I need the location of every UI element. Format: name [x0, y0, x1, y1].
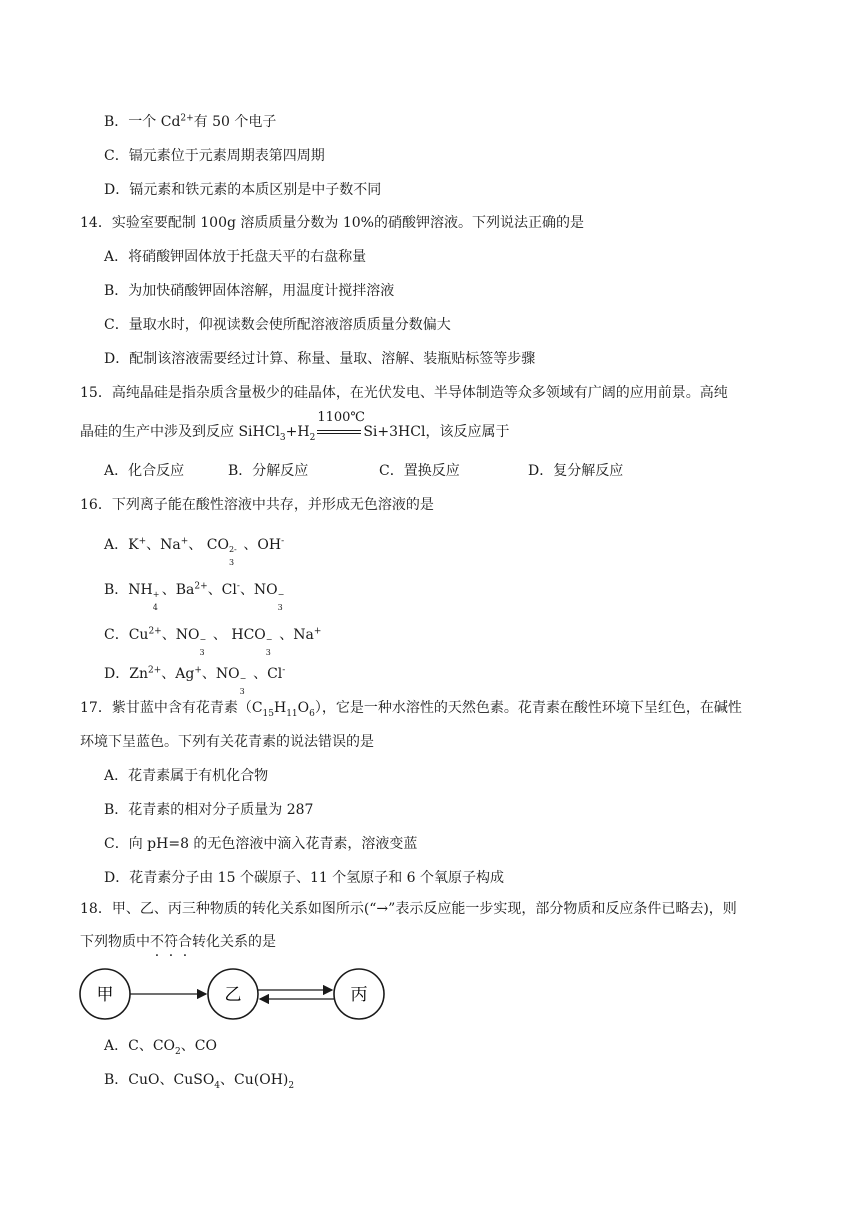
svg-text:乙: 乙 [224, 985, 242, 1005]
q16-option-b: B．NH + 4 、$Ba^{2+}$、Cl-、NO − 3 [104, 581, 285, 612]
svg-text:甲: 甲 [96, 985, 114, 1005]
q16-option-c: C．$Cu^{2+}$、NO − 3 、 HCO − 3 、Na+ [104, 626, 322, 657]
q17-option-c: C．向 pH=8 的无色溶液中滴入花青素，溶液变蓝 [104, 836, 418, 852]
q16-option-d: D．$Zn^{2+}$、Ag+、NO − 3 、Cl- [104, 665, 286, 696]
q17-option-b: B．花青素的相对分子质量为 287 [104, 802, 314, 818]
svg-text:丙: 丙 [350, 985, 368, 1005]
q14-stem: 14．实验室要配制 100g 溶质质量分数为 10%的硝酸钾溶液。下列说法正确的是 [80, 215, 584, 231]
q17-stem-line2: 环境下呈蓝色。下列有关花青素的说法错误的是 [80, 734, 374, 750]
q18-stem-line2: 下列物质中不符合转化关系的是 [80, 934, 276, 950]
q15-stem-line1: 15．高纯晶硅是指杂质含量极少的硅晶体，在光伏发电、半导体制造等众多领域有广阔的应用前景。高纯 [80, 385, 728, 401]
q17-option-d: D．花青素分子由 15 个碳原子、11 个氢原子和 6 个氧原子构成 [104, 870, 505, 886]
q15-option-b: B．分解反应 [228, 463, 309, 479]
reaction-condition: 1100℃ [317, 422, 361, 442]
q15-option-c: C．置换反应 [379, 463, 460, 479]
q14-option-a: A．将硝酸钾固体放于托盘天平的右盘称量 [104, 249, 367, 265]
q18-stem-line1: 18．甲、乙、丙三种物质的转化关系如图所示(“→”表示反应能一步实现，部分物质和反应条件已略去)，则 [80, 901, 737, 917]
q18-option-b: B．CuO、CuSO$_4$、$Cu(OH)_2$ [104, 1072, 295, 1091]
q14-option-c: C．量取水时，仰视读数会使所配溶液溶质质量分数偏大 [104, 317, 451, 333]
q13-option-c: C．镉元素位于元素周期表第四周期 [104, 148, 325, 164]
q17-option-a: A．花青素属于有机化合物 [104, 768, 269, 784]
q18-option-a: A．C、$CO_2$、CO [104, 1038, 217, 1057]
q15-stem-line2: 晶硅的生产中涉及到反应 $SiHCl_3+H_2$ 1100℃ Si+3HCl，该反应属于 [80, 410, 510, 443]
q13-option-b: B．一个 $Cd^{2+}$有 50 个电子 [104, 113, 277, 130]
emphasis-char: 合 [178, 934, 192, 950]
emphasis-char: 符 [164, 934, 178, 950]
q17-stem-line1: 17．紫甘蓝中含有花青素$(C_{15}H_{11}O_6)$，它是一种水溶性的天然色素。花青素在酸性环境下呈红色，在碱性 [80, 700, 742, 719]
q13-option-d: D．镉元素和铁元素的本质区别是中子数不同 [104, 182, 382, 198]
emphasis-char: 不 [150, 934, 164, 950]
conversion-diagram [78, 964, 388, 1024]
q16-stem: 16．下列离子能在酸性溶液中共存，并形成无色溶液的是 [80, 497, 434, 513]
q14-option-b: B．为加快硝酸钾固体溶解，用温度计搅拌溶液 [104, 283, 395, 299]
q14-option-d: D．配制该溶液需要经过计算、称量、量取、溶解、装瓶贴标签等步骤 [104, 351, 536, 367]
node-bing [334, 969, 384, 1019]
node-yi [208, 969, 258, 1019]
q16-option-a: A．K+、Na+、 CO 2- 3 、OH- [104, 536, 285, 567]
q15-option-d: D．复分解反应 [528, 463, 624, 479]
q15-option-a: A．化合反应 [104, 463, 185, 479]
node-jia [80, 969, 130, 1019]
